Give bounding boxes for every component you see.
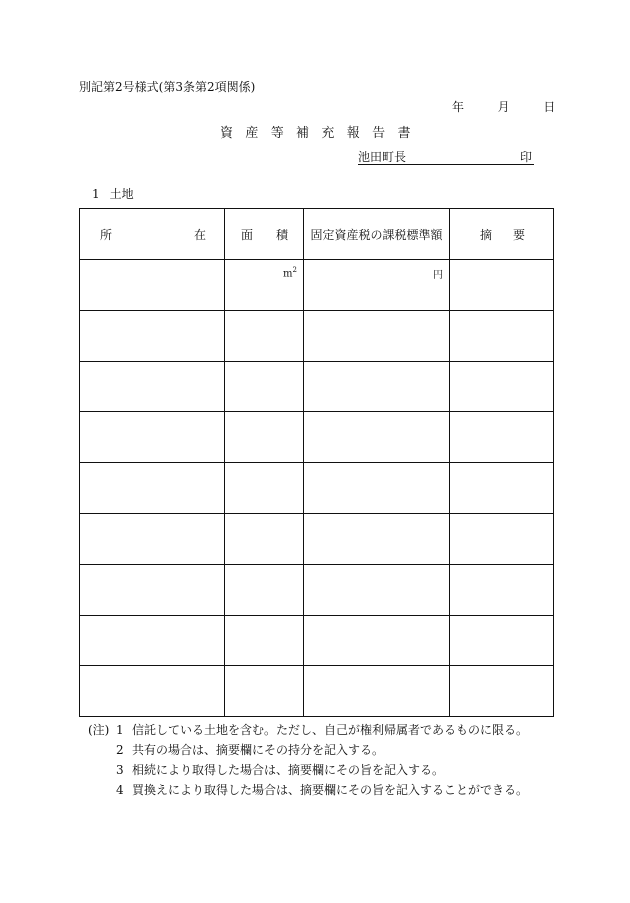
table-row: [80, 615, 554, 666]
table-row: [80, 513, 554, 564]
table-row: [80, 564, 554, 615]
form-label: 別記第2号様式(第3条第2項関係): [79, 80, 256, 94]
table-row: [80, 666, 554, 717]
table-row: [80, 361, 554, 412]
cell-remarks[interactable]: [450, 666, 554, 717]
addressee-line: [358, 148, 534, 165]
cell-remarks[interactable]: [450, 615, 554, 666]
cell-remarks[interactable]: [450, 513, 554, 564]
cell-area[interactable]: [225, 513, 304, 564]
header-remarks: 摘 要: [450, 209, 554, 260]
section-number: 1: [92, 187, 100, 201]
table-header-row: [80, 209, 554, 260]
note-item: 4 買換えにより取得した場合は、摘要欄にその旨を記入することができる。: [116, 783, 529, 797]
cell-tax-value[interactable]: [304, 666, 450, 717]
cell-location[interactable]: [80, 412, 225, 463]
cell-location[interactable]: [80, 310, 225, 361]
note-item: 3 相続により取得した場合は、摘要欄にその旨を記入する。: [116, 763, 445, 777]
cell-location[interactable]: [80, 666, 225, 717]
cell-tax-value[interactable]: [304, 513, 450, 564]
cell-area[interactable]: [225, 260, 304, 311]
cell-area[interactable]: [225, 564, 304, 615]
unit-area: m: [283, 268, 293, 280]
cell-area[interactable]: [225, 615, 304, 666]
note-item: 2 共有の場合は、摘要欄にその持分を記入する。: [116, 743, 385, 757]
cell-location[interactable]: [80, 564, 225, 615]
notes-prefix: (注): [88, 723, 110, 737]
table-row: [80, 260, 554, 311]
section-heading: [92, 185, 134, 202]
cell-location[interactable]: [80, 463, 225, 514]
cell-remarks[interactable]: [450, 310, 554, 361]
cell-area[interactable]: [225, 361, 304, 412]
cell-remarks[interactable]: [450, 260, 554, 311]
cell-remarks[interactable]: [450, 361, 554, 412]
section-title: 土地: [109, 187, 134, 201]
cell-area[interactable]: [225, 666, 304, 717]
notes: [88, 720, 528, 800]
table-row: [80, 463, 554, 514]
unit-yen: 円: [433, 270, 443, 281]
cell-remarks[interactable]: [450, 463, 554, 514]
cell-tax-value[interactable]: [304, 615, 450, 666]
cell-tax-value[interactable]: [304, 310, 450, 361]
cell-location[interactable]: [80, 513, 225, 564]
table-row: [80, 310, 554, 361]
header-location: 所 在: [80, 209, 225, 260]
date-month: 月: [497, 100, 510, 114]
cell-location[interactable]: [80, 361, 225, 412]
cell-tax-value[interactable]: [304, 361, 450, 412]
header-area: 面 積: [225, 209, 304, 260]
page-title: 資産等補充報告書: [220, 126, 423, 141]
date-line: [452, 98, 555, 115]
date-day: 日: [543, 100, 556, 114]
cell-remarks[interactable]: [450, 564, 554, 615]
cell-tax-value[interactable]: [304, 564, 450, 615]
cell-remarks[interactable]: [450, 412, 554, 463]
land-table: [79, 208, 554, 717]
cell-area[interactable]: [225, 463, 304, 514]
cell-tax-value[interactable]: [304, 260, 450, 311]
table-row: [80, 412, 554, 463]
header-tax-value: 固定資産税の課税標準額: [304, 209, 450, 260]
cell-location[interactable]: [80, 260, 225, 311]
note-item: (注) 1 信託している土地を含む。ただし、自己が権利帰属者であるものに限る。: [88, 720, 528, 740]
cell-area[interactable]: [225, 310, 304, 361]
seal-mark: 印: [519, 150, 532, 164]
unit-area-sup: 2: [292, 266, 297, 274]
date-year: 年: [452, 100, 465, 114]
cell-tax-value[interactable]: [304, 463, 450, 514]
cell-area[interactable]: [225, 412, 304, 463]
addressee-name: 池田町長: [358, 150, 407, 164]
cell-tax-value[interactable]: [304, 412, 450, 463]
cell-location[interactable]: [80, 615, 225, 666]
